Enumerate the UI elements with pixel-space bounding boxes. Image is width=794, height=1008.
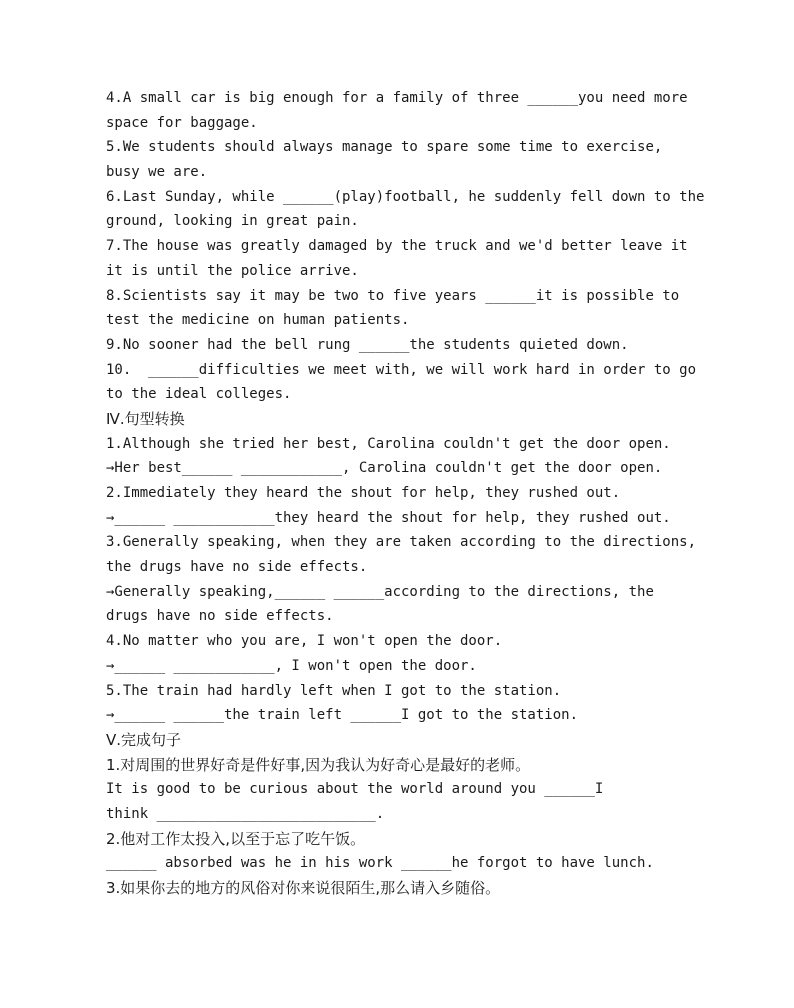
question-8-line-2: test the medicine on human patients. (106, 312, 410, 329)
sentence-transform-5-original: 5.The train had hardly left when I got to the station. (106, 682, 562, 699)
sentence-transform-5-rewrite: →______ ______the train left ______I got to the station. (106, 707, 579, 724)
sentence-transform-2-rewrite: →______ ____________they heard the shout for help, they rushed out. (106, 509, 671, 526)
sentence-transform-2-original: 2.Immediately they heard the shout for help, they rushed out. (106, 485, 621, 501)
sentence-transform-3-original-line-2: the drugs have no side effects. (106, 559, 368, 576)
complete-sentence-1-line-1: It is good to be curious about the world around you ______I (106, 781, 604, 798)
complete-sentence-1-chinese: 1.对周围的世界好奇是件好事,因为我认为好奇心是最好的老师。 (106, 755, 531, 774)
question-6-line-2: ground, looking in great pain. (106, 213, 359, 230)
question-4-line-1: 4.A small car is big enough for a family of three ______you need more (106, 90, 688, 106)
question-5-line-2: busy we are. (106, 164, 208, 181)
sentence-transform-3-rewrite-line-1: →Generally speaking,______ ______according to the directions, the (106, 583, 654, 600)
question-9-line-1: 9.No sooner had the bell rung ______the students quieted down. (106, 336, 629, 353)
question-7-line-2: it is until the police arrive. (106, 262, 359, 279)
section-4-heading: Ⅳ.句型转换 (106, 409, 185, 428)
sentence-transform-3-original-line-1: 3.Generally speaking, when they are taken according to the directions, (106, 534, 697, 551)
complete-sentence-2-chinese: 2.他对工作太投入,以至于忘了吃午饭。 (106, 829, 366, 848)
worksheet-content (106, 86, 705, 901)
question-6-line-1: 6.Last Sunday, while ______(play)football, he suddenly fell down to the (106, 188, 705, 205)
question-10-line-1: 10. ______difficulties we meet with, we will work hard in order to go (106, 361, 697, 378)
complete-sentence-3-chinese: 3.如果你去的地方的风俗对你来说很陌生,那么请入乡随俗。 (106, 879, 501, 897)
question-8-line-1: 8.Scientists say it may be two to five years ______it is possible to (106, 287, 680, 304)
sentence-transform-3-rewrite-line-2: drugs have no side effects. (106, 608, 334, 625)
sentence-transform-1-rewrite: →Her best______ ____________, Carolina couldn't get the door open. (106, 460, 663, 477)
sentence-transform-4-rewrite: →______ ____________, I won't open the door. (106, 657, 477, 674)
section-5-heading: Ⅴ.完成句子 (106, 730, 182, 749)
complete-sentence-2-line-1: ______ absorbed was he in his work ______he forgot to have lunch. (106, 855, 654, 872)
question-5-line-1: 5.We students should always manage to spare some time to exercise, (106, 139, 663, 156)
question-4-line-2: space for baggage. (106, 114, 258, 131)
question-7-line-1: 7.The house was greatly damaged by the truck and we'd better leave it (106, 238, 688, 255)
question-10-line-2: to the ideal colleges. (106, 386, 292, 403)
sentence-transform-1-original: 1.Although she tried her best, Carolina couldn't get the door open. (106, 435, 671, 452)
complete-sentence-1-line-2: think __________________________. (106, 805, 385, 822)
sentence-transform-4-original: 4.No matter who you are, I won't open the door. (106, 633, 503, 650)
